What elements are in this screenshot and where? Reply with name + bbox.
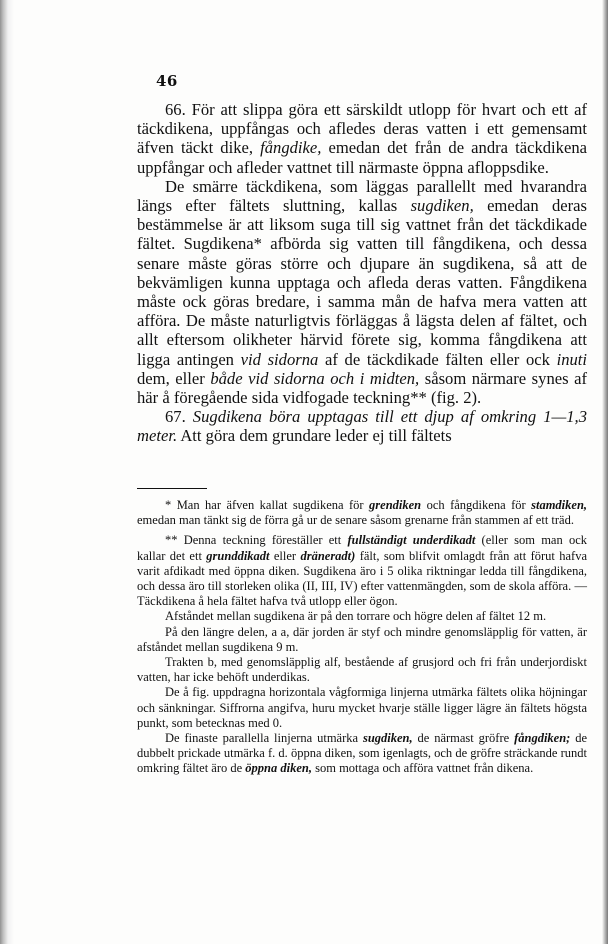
term-fullstandigt-underdikadt: fullständigt underdikadt (347, 533, 476, 548)
footnote-text: och fångdikena för (426, 498, 526, 512)
paragraph-text: emedan deras bestämmelse är att liksom suga till sig vattnet från det täckdikade fältet. Sugdikena* afbörda sig vatten till fångdikena, och dessa senare måste göras större och djupare än sugdikena, så att de bekvämligen kunna upptaga och afleda deras vatten. Fångdikena måste ock göras bredare, i samma mån de hafva mera vatten att afföra. De måste naturligtvis förläggas å lägsta delen af fältet, och allt eftersom olikheter härvid förete sig, komma fångdikena att ligga antingen (137, 196, 588, 369)
footnote-text: som mottaga och afföra vattnet från dikena. (315, 761, 534, 776)
term-stamdiken: stamdiken, (531, 498, 588, 512)
term-sugdiken: sugdiken, (362, 731, 413, 746)
footnote-divider (137, 488, 207, 489)
term-grendiken: grendiken (369, 498, 422, 512)
footnote-2-contours: De å fig. uppdragna horizontala vågformiga linjerna utmärka fältets olika höjningar och sänkningar. Siffrorna angifva, huru mycket hvarje ställe ligger lägre än fältets högsta punkt, som betecknas med 0. (137, 685, 587, 730)
footnote-2-legend (137, 731, 587, 777)
page-left-edge-shadow (0, 0, 14, 944)
footnote-2 (137, 533, 587, 609)
footnote-2-tract-b: Trakten b, med genomsläpplig alf, bestående af grusjord och fri från underjordiskt vatten, har icke behöft underdikas. (137, 655, 587, 685)
footnote-2-longer-part: På den längre delen, a a, där jorden är styf och mindre genomsläpplig för vatten, är afståndet mellan sugdikena 9 m. (137, 624, 587, 654)
term-fangdiken: fångdiken; (514, 731, 571, 746)
footnote-1 (137, 498, 587, 528)
footnote-text: (eller som man ock kallar det ett (137, 533, 588, 563)
term-draneradt: dräneradt) (300, 548, 356, 563)
footnote-text: de dubbelt prickade utmärka f. d. öppna diken, som igenlagts, och de gröfre sträckande rundt omkring fältet äro de (137, 731, 588, 776)
paragraph-66 (137, 100, 587, 177)
footnote-text: emedan man tänkt sig de förra gå ur de senare såsom grenarne från stammen af ett träd. (137, 513, 574, 528)
page-number: 46 (156, 72, 178, 90)
page-right-edge-shadow (602, 0, 608, 944)
section-number-66: 66. (165, 100, 186, 119)
footnote-text: ** Denna teckning föreställer ett (165, 533, 342, 548)
paragraph-text: dem, eller (137, 368, 205, 388)
term-grunddikadt: grunddikadt (206, 548, 270, 563)
footnote-text: eller (273, 548, 297, 563)
term-oppna-diken: öppna diken, (245, 761, 312, 776)
term-fangdike: fångdike, (260, 138, 322, 158)
section-number-67: 67. (165, 407, 186, 427)
paragraph-text: För att slippa göra ett särskildt utlopp för hvart och ett af täckdikena, uppfångas och afledes deras vatten i ett gemensamt äfven täckt dike, (137, 100, 587, 158)
paragraph-text: Att göra dem grundare leder ej till fältets (180, 426, 452, 446)
term-vid-sidorna: vid sidorna (240, 349, 319, 369)
footnote-text: fält, som blifvit omlagdt från att förut hafva varit afdikadt med öppna diken. Sugdikena äro i 5 olika riktningar ledda till fångdikena, och dessa äro till storleken olika (II, III, IV) efter vattenmängden, som de skola afföra. — Täckdikena å hela fältet hafva två utlopp eller ögon. (137, 548, 587, 609)
term-inuti: inuti (556, 349, 588, 369)
paragraph-text: såsom närmare synes af här å föregående sida vidfogade teckning** (fig. 2). (137, 368, 588, 408)
main-text (137, 100, 587, 446)
paragraph-text: emedan det från de andra täckdikena uppfångar och afleder vattnet till närmaste öppna afloppsdike. (137, 138, 587, 177)
footnote-text: de närmast gröfre (417, 731, 510, 746)
footnote-text: * Man har äfven kallat sugdikena för (165, 498, 364, 512)
paragraph-text: af de täckdikade fälten eller ock (324, 349, 550, 369)
paragraph-67 (137, 407, 587, 445)
term-bade-vid-sidorna: både vid sidorna och i midten, (210, 368, 420, 388)
term-sugdiken: sugdiken, (410, 196, 474, 216)
footnote-text: De finaste parallella linjerna utmärka (165, 731, 359, 746)
footnotes (137, 498, 587, 777)
footnote-2-spacing: Afståndet mellan sugdikena är på den torrare och högre delen af fältet 12 m. (165, 609, 547, 624)
paragraph-sugdiken (137, 177, 587, 407)
section-heading-67: Sugdikena böra upptagas till ett djup af omkring 1—1,3 meter. (137, 407, 587, 446)
paragraph-text: De smärre täckdikena, som läggas parallellt med hvarandra längs efter fältets sluttning, kallas (137, 176, 587, 216)
